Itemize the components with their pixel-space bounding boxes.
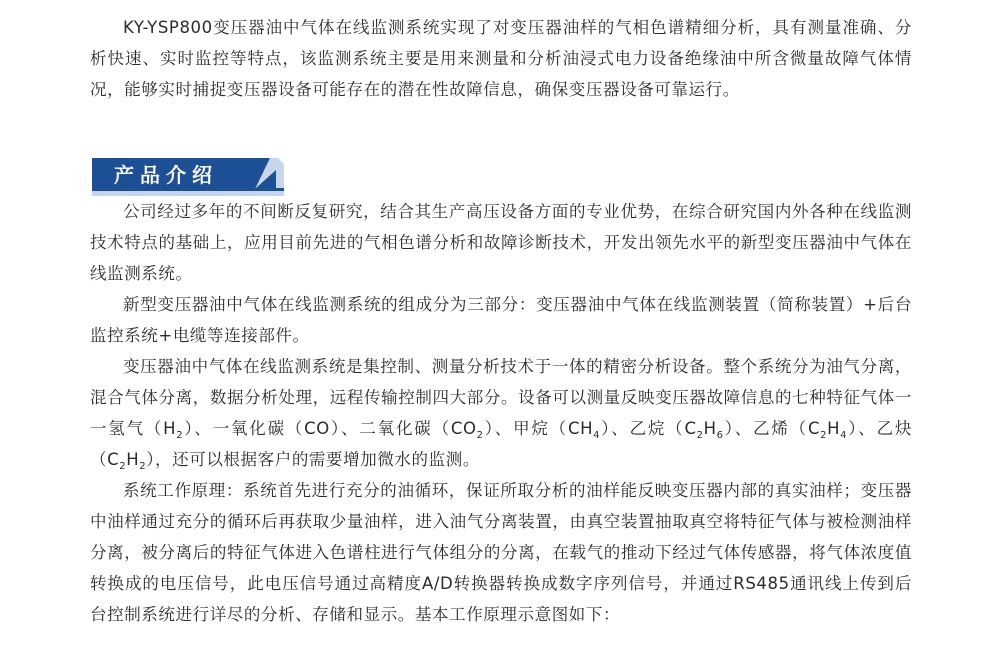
- gas-text-segment: ），还可以根据客户的需要增加微水的监测。: [146, 450, 480, 469]
- subscript: 4: [840, 430, 848, 441]
- gas-text-segment: ）、一氧化碳（CO）、二氧化碳（CO: [183, 419, 477, 438]
- gas-text-segment: H: [827, 419, 841, 438]
- paragraph-working-principle: 系统工作原理：系统首先进行充分的油循环，保证所取分析的油样能反映变压器内部的真实油样；变压器中油样通过充分的循环后再获取少量油样，进入油气分离装置，由真空装置抽取真空将特征气体与被检测油样分离，被分离后的特征气体进入色谱柱进行气体组分的分离，在载气的推动下经过气体传感器，将气体浓度值转换成的电压信号，此电压信号通过高精度A/D转换器转换成数字序列信号，并通过RS485通讯线上传到后台控制系统进行详尽的分析、存储和显示。基本工作原理示意图如下：: [90, 481, 912, 624]
- section-title: 产品介绍: [114, 163, 218, 187]
- subscript: 2: [820, 430, 828, 441]
- gas-text-segment: ）、乙烯（C: [723, 419, 821, 438]
- subscript: 2: [476, 430, 484, 441]
- gas-text-segment: ）、乙炔（C: [90, 419, 912, 469]
- gas-text-segment: 变压器油中气体在线监测系统是集控制、测量分析技术于一体的精密分析设备。整个系统分为油气分离，混合气体分离，数据分析处理，远程传输控制四大部分。设备可以测量反映变压器故障信息的七种特征气体一一氢气（H: [90, 357, 912, 438]
- gas-text-segment: ）、甲烷（CH: [483, 419, 594, 438]
- subscript: 2: [139, 461, 147, 472]
- gas-text-segment: H: [126, 450, 140, 469]
- gas-text-segment: H: [703, 419, 717, 438]
- subscript: 2: [119, 461, 127, 472]
- intro-paragraph: KY-YSP800变压器油中气体在线监测系统实现了对变压器油样的气相色谱精细分析，具有测量准确、分析快速、实时监控等特点，该监测系统主要是用来测量和分析油浸式电力设备绝缘油中所含微量故障气体情况，能够实时捕捉变压器设备可能存在的潜在性故障信息，确保变压器设备可靠运行。: [90, 18, 912, 99]
- paragraph-system-composition: 新型变压器油中气体在线监测系统的组成分为三部分：变压器油中气体在线监测装置（简称装置）+后台监控系统+电缆等连接部件。: [90, 295, 912, 345]
- paragraph-gas-types: [90, 351, 912, 475]
- subscript: 6: [716, 430, 724, 441]
- subscript: 4: [593, 430, 601, 441]
- subscript: 2: [176, 430, 184, 441]
- banner-corner-accent: [256, 170, 276, 188]
- gas-text-segment: ）、乙烷（C: [600, 419, 697, 438]
- product-intro-body: [90, 196, 912, 630]
- section-heading-banner: [92, 158, 284, 196]
- subscript: 2: [696, 430, 704, 441]
- intro-section: [90, 12, 912, 105]
- paragraph-company-background: 公司经过多年的不间断反复研究，结合其生产高压设备方面的专业优势，在综合研究国内外各种在线监测技术特点的基础上，应用目前先进的气相色谱分析和故障诊断技术，开发出领先水平的新型变压器油中气体在线监测系统。: [90, 202, 912, 283]
